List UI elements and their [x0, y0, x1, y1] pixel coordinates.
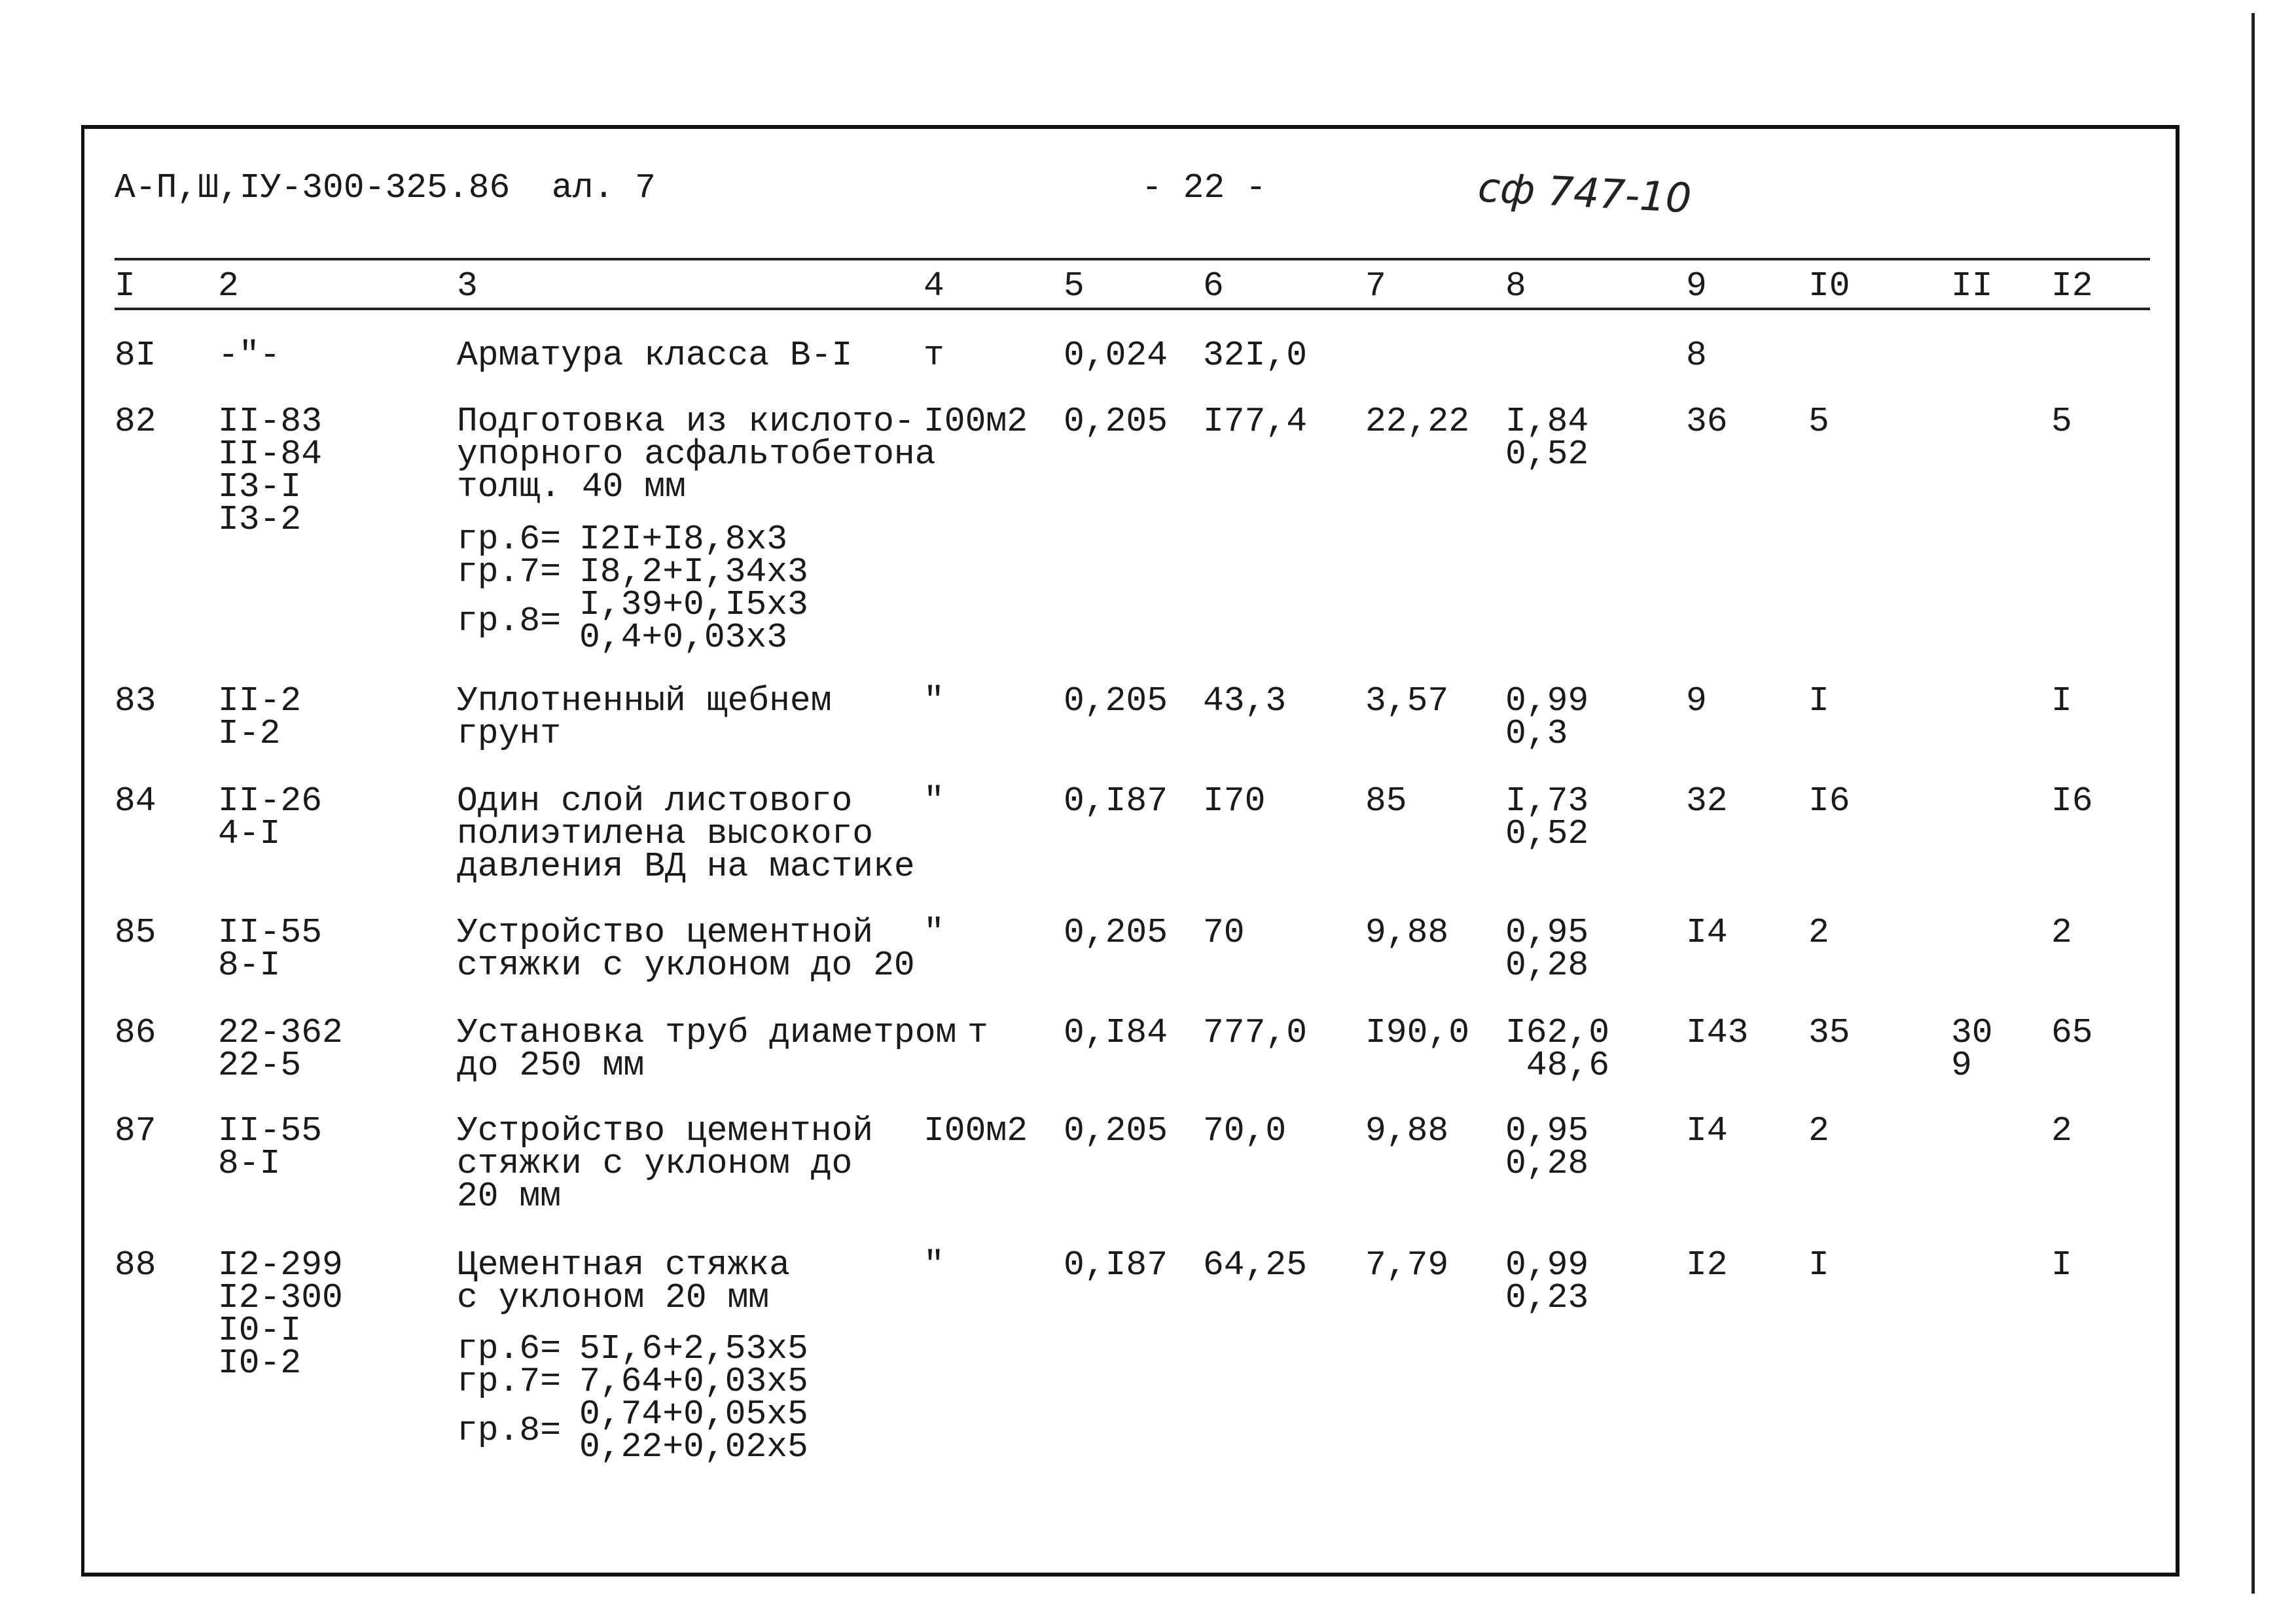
cell-col-1: 8I	[115, 336, 156, 375]
cell-col-8: 0,99 0,23	[1505, 1245, 1589, 1317]
cell-col-2: 22-362 22-5	[218, 1013, 343, 1085]
cell-col-10: 5	[1808, 402, 1829, 441]
formula-label: гр.8=	[457, 601, 562, 641]
formula-label: гр.7=	[457, 1362, 562, 1401]
column-header-10: I0	[1808, 266, 1850, 306]
cell-col-2: II-55 8-I	[218, 1111, 323, 1183]
table-top-rule	[115, 258, 2150, 260]
cell-col-12: I6	[2051, 781, 2093, 821]
cell-col-5: 0,205	[1064, 1111, 1168, 1150]
cell-col-12: 65	[2051, 1013, 2093, 1052]
cell-col-7: 22,22	[1365, 402, 1470, 441]
cell-col-4: "	[924, 913, 944, 952]
column-header-5: 5	[1064, 266, 1085, 306]
column-header-9: 9	[1686, 266, 1707, 306]
cell-col-12: I	[2051, 681, 2072, 721]
formula-value: I2I+I8,8х3	[579, 520, 788, 559]
formula-label: гр.6=	[457, 520, 562, 559]
cell-col-8: I,84 0,52	[1505, 402, 1589, 474]
cell-col-8: I62,0 48,6	[1505, 1013, 1610, 1085]
cell-col-3: Один слой листового полиэтилена высокого давления ВД на мастике	[457, 781, 915, 886]
table-header-rule	[115, 308, 2150, 310]
column-header-2: 2	[218, 266, 239, 306]
cell-col-3: Установка труб диаметром до 250 мм	[457, 1013, 957, 1085]
cell-col-10: I	[1808, 1245, 1829, 1285]
cell-col-11: 30 9	[1951, 1013, 1993, 1085]
cell-col-6: 64,25	[1203, 1245, 1308, 1285]
cell-col-12: 2	[2051, 913, 2072, 952]
cell-col-4: I00м2	[924, 402, 1028, 441]
formula-value: 5I,6+2,53х5	[579, 1329, 808, 1368]
cell-col-7: 9,88	[1365, 913, 1449, 952]
cell-col-3: Подготовка из кислото- упорного асфальтобетона толщ. 40 мм	[457, 402, 936, 507]
handwritten-note: сф 747-10	[1477, 163, 1693, 223]
cell-col-3: Устройство цементной стяжки с уклоном до 20	[457, 913, 915, 985]
cell-col-5: 0,I84	[1064, 1013, 1168, 1052]
cell-col-6: 70	[1203, 913, 1245, 952]
cell-col-1: 84	[115, 781, 156, 821]
cell-col-6: 70,0	[1203, 1111, 1287, 1150]
cell-col-2: II-26 4-I	[218, 781, 323, 853]
cell-col-10: 2	[1808, 913, 1829, 952]
column-header-11: II	[1951, 266, 1993, 306]
cell-col-2: II-83 II-84 I3-I I3-2	[218, 402, 323, 539]
cell-col-2: -"-	[218, 336, 281, 375]
cell-col-7: 9,88	[1365, 1111, 1449, 1150]
column-header-6: 6	[1203, 266, 1224, 306]
cell-col-5: 0,I87	[1064, 781, 1168, 821]
cell-col-3: Устройство цементной стяжки с уклоном до 20 мм	[457, 1111, 874, 1216]
cell-col-4: "	[924, 1245, 944, 1285]
cell-col-12: I	[2051, 1245, 2072, 1285]
cell-col-9: I4	[1686, 913, 1728, 952]
cell-col-1: 83	[115, 681, 156, 721]
cell-col-4: т	[967, 1013, 988, 1052]
column-header-1: I	[115, 266, 135, 306]
cell-col-9: I4	[1686, 1111, 1728, 1150]
cell-col-10: 35	[1808, 1013, 1850, 1052]
formula-value: 7,64+0,03х5	[579, 1362, 808, 1401]
cell-col-1: 82	[115, 402, 156, 441]
column-header-3: 3	[457, 266, 478, 306]
cell-col-8: 0,95 0,28	[1505, 1111, 1589, 1183]
cell-col-3: Цементная стяжка с уклоном 20 мм	[457, 1245, 790, 1317]
cell-col-6: 43,3	[1203, 681, 1287, 721]
page-number: - 22 -	[1141, 168, 1266, 207]
column-header-8: 8	[1505, 266, 1526, 306]
cell-col-4: "	[924, 681, 944, 721]
page-edge-line	[2251, 13, 2255, 1594]
cell-col-7: 85	[1365, 781, 1407, 821]
cell-col-9: 36	[1686, 402, 1728, 441]
cell-col-1: 86	[115, 1013, 156, 1052]
cell-col-10: I6	[1808, 781, 1850, 821]
cell-col-10: I	[1808, 681, 1829, 721]
column-header-4: 4	[924, 266, 944, 306]
cell-col-8: I,73 0,52	[1505, 781, 1589, 853]
cell-col-12: 5	[2051, 402, 2072, 441]
formula-value: I8,2+I,34х3	[579, 552, 808, 592]
cell-col-5: 0,205	[1064, 681, 1168, 721]
cell-col-4: I00м2	[924, 1111, 1028, 1150]
document-code: А-П,Ш,IУ-300-325.86 ал. 7	[115, 168, 656, 207]
cell-col-9: 8	[1686, 336, 1707, 375]
cell-col-6: 777,0	[1203, 1013, 1308, 1052]
cell-col-9: 32	[1686, 781, 1728, 821]
cell-col-9: I43	[1686, 1013, 1749, 1052]
cell-col-5: 0,205	[1064, 402, 1168, 441]
formula-value: 0,74+0,05х5 0,22+0,02х5	[579, 1395, 808, 1467]
cell-col-1: 87	[115, 1111, 156, 1150]
column-header-12: I2	[2051, 266, 2093, 306]
cell-col-6: I70	[1203, 781, 1266, 821]
cell-col-9: I2	[1686, 1245, 1728, 1285]
cell-col-3: Уплотненный щебнем грунт	[457, 681, 832, 753]
formula-label: гр.6=	[457, 1329, 562, 1368]
cell-col-2: I2-299 I2-300 I0-I I0-2	[218, 1245, 343, 1383]
column-header-7: 7	[1365, 266, 1386, 306]
cell-col-7: 3,57	[1365, 681, 1449, 721]
cell-col-4: т	[924, 336, 944, 375]
cell-col-3: Арматура класса В-I	[457, 336, 853, 375]
cell-col-1: 88	[115, 1245, 156, 1285]
cell-col-8: 0,95 0,28	[1505, 913, 1589, 985]
cell-col-5: 0,205	[1064, 913, 1168, 952]
cell-col-4: "	[924, 781, 944, 821]
cell-col-2: II-55 8-I	[218, 913, 323, 985]
cell-col-2: II-2 I-2	[218, 681, 302, 753]
cell-col-12: 2	[2051, 1111, 2072, 1150]
cell-col-7: I90,0	[1365, 1013, 1470, 1052]
cell-col-5: 0,I87	[1064, 1245, 1168, 1285]
cell-col-5: 0,024	[1064, 336, 1168, 375]
formula-label: гр.8=	[457, 1411, 562, 1450]
cell-col-10: 2	[1808, 1111, 1829, 1150]
cell-col-7: 7,79	[1365, 1245, 1449, 1285]
cell-col-1: 85	[115, 913, 156, 952]
cell-col-6: I77,4	[1203, 402, 1308, 441]
formula-label: гр.7=	[457, 552, 562, 592]
cell-col-6: 32I,0	[1203, 336, 1308, 375]
cell-col-9: 9	[1686, 681, 1707, 721]
cell-col-8: 0,99 0,3	[1505, 681, 1589, 753]
formula-value: I,39+0,I5х3 0,4+0,03х3	[579, 585, 808, 657]
